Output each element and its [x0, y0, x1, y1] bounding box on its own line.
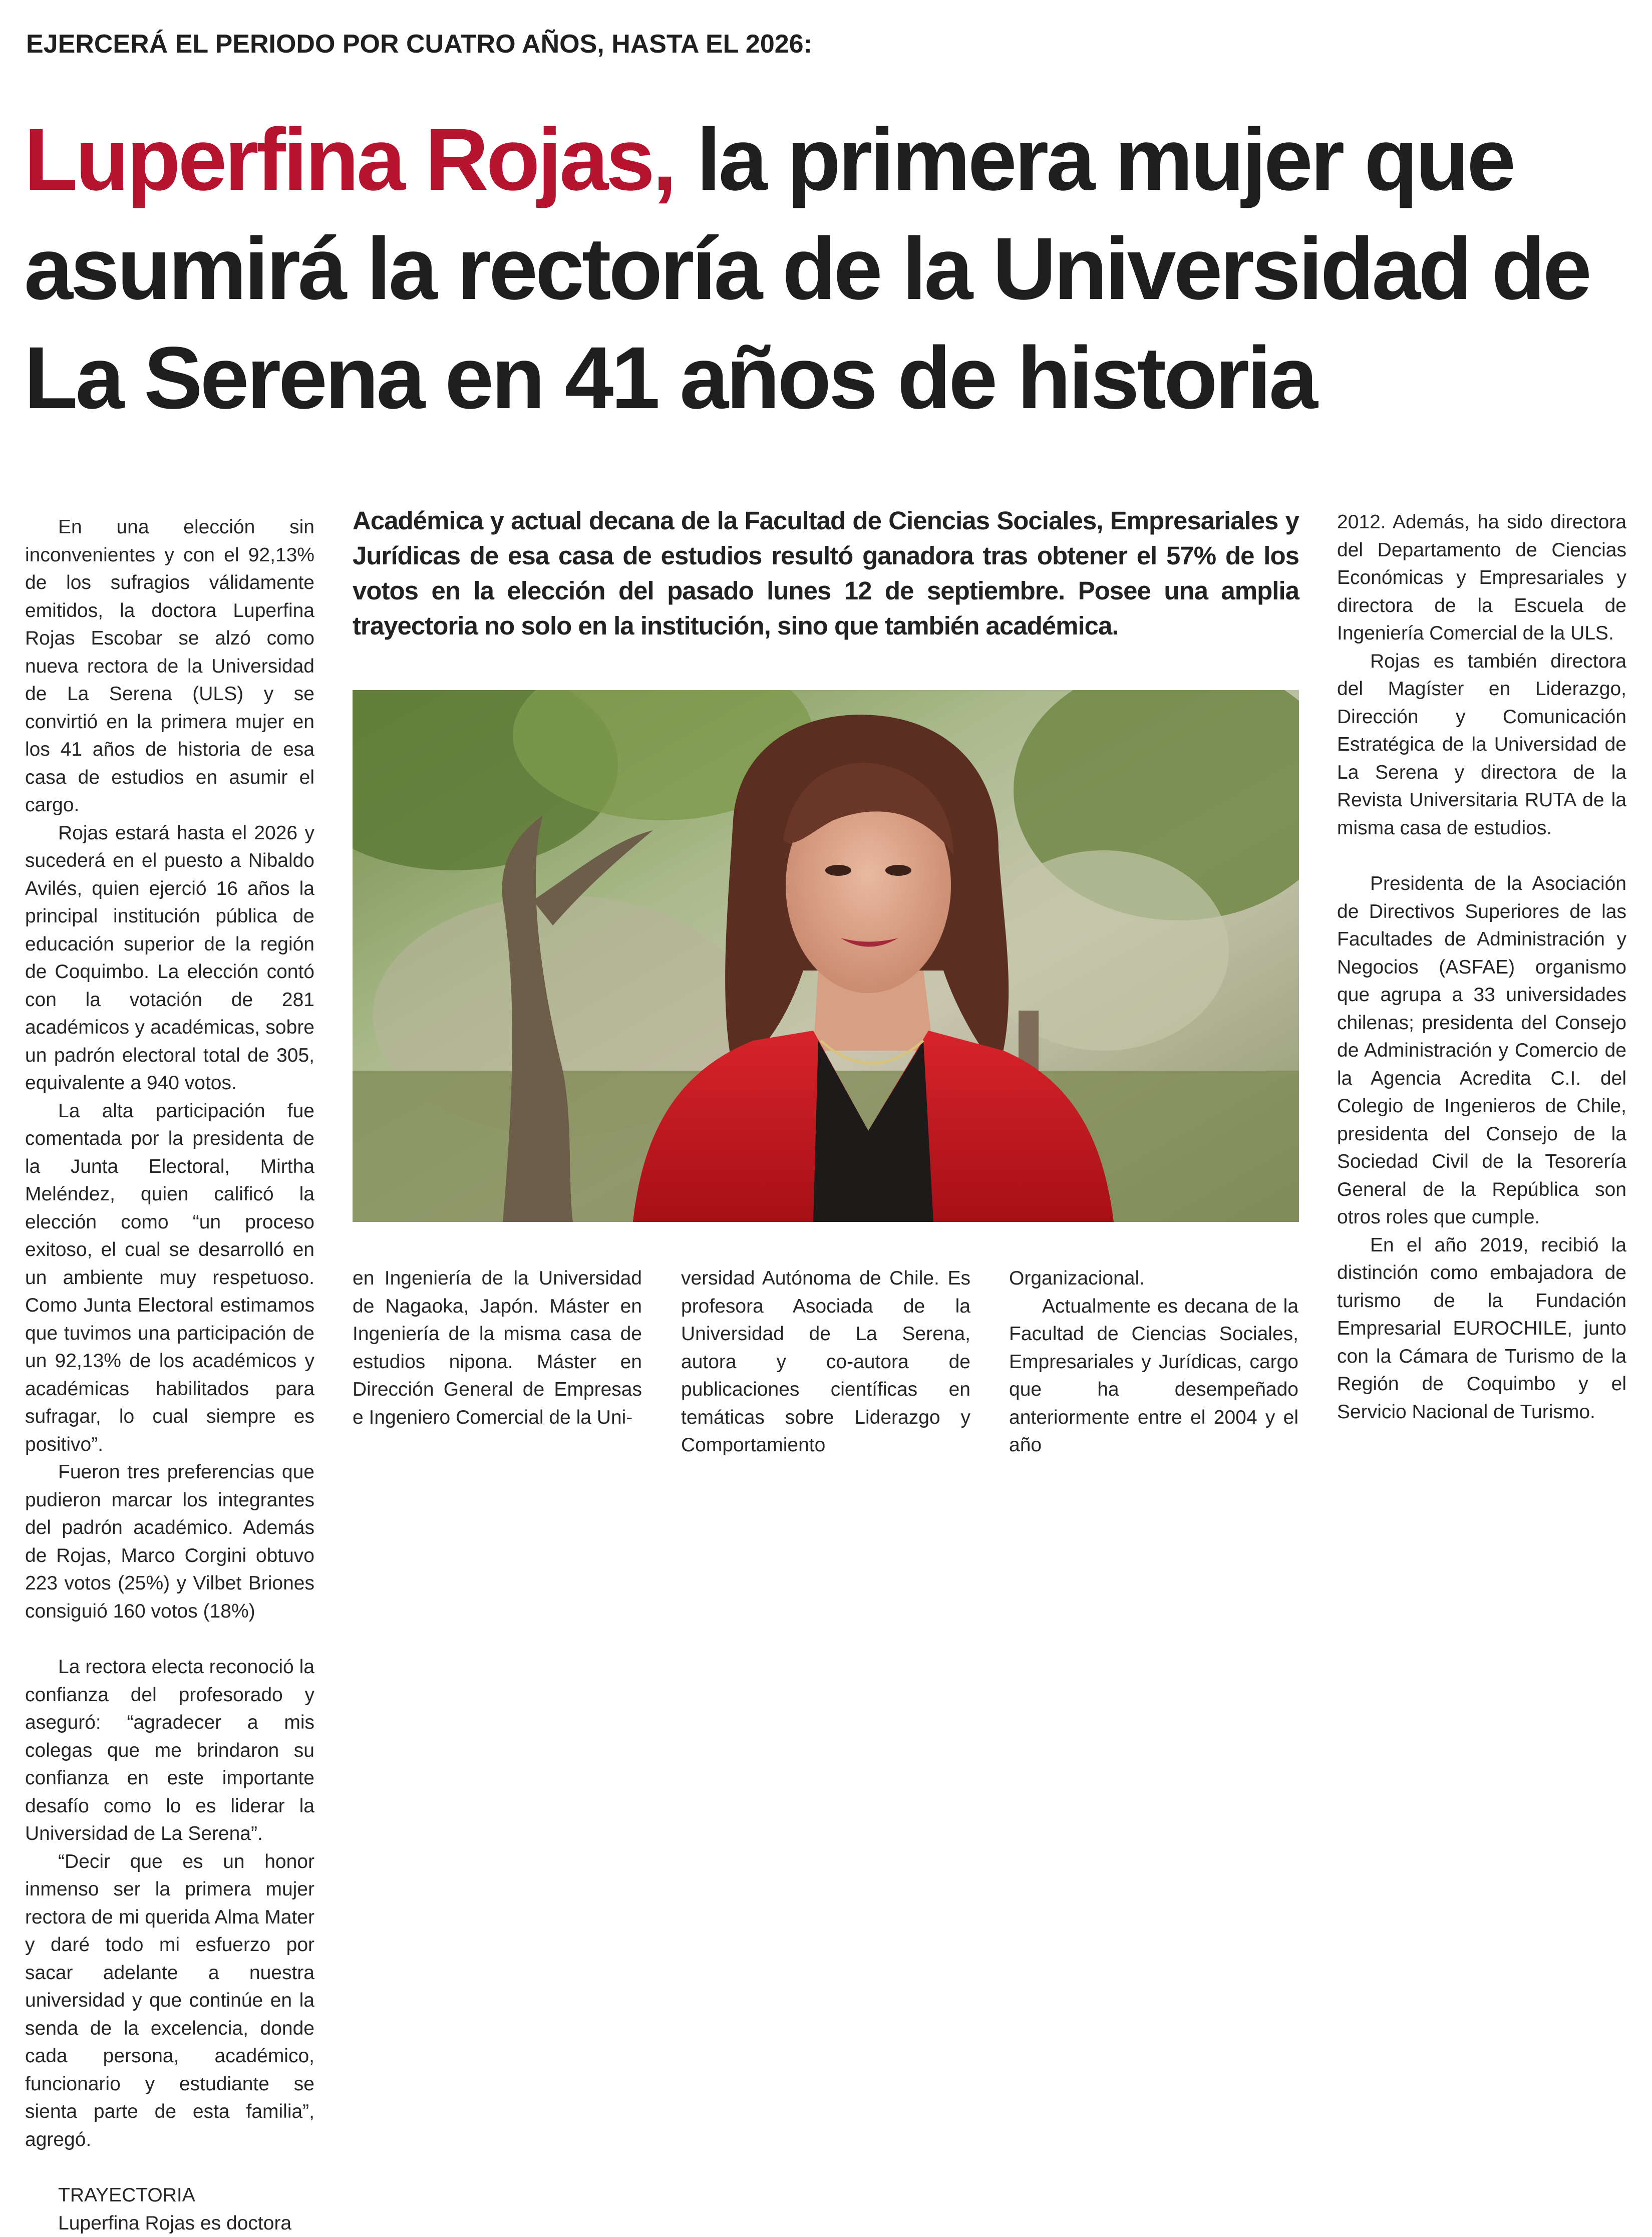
- column-5: [1337, 508, 1626, 1426]
- paragraph: “Decir que es un honor inmenso ser la primera mujer rectora de mi querida Alma Mater y daré todo mi esfuerzo por sacar adelante a nuestra universidad y que continúe en la senda de la excelencia, donde cada persona, académico, funcionario y estudiante se sienta parte de esta familia”, agregó.: [25, 1848, 314, 2154]
- paragraph: En una elección sin inconvenientes y con el 92,13% de los sufragios válidamente emitidos, la doctora Luperfina Rojas Escobar se alzó como nueva rectora de la Universidad de La Serena (ULS) y se convirtió en la primera mujer en los 41 años de historia de esa casa de estudios en asumir el cargo.: [25, 513, 314, 819]
- paragraph: Actualmente es decana de la Facultad de Ciencias Sociales, Empresariales y Jurídicas, cargo que ha desempeñado anteriormente entre el 2004 y el año: [1009, 1293, 1298, 1459]
- paragraph: La rectora electa reconoció la confianza del profesorado y aseguró: “agradecer a mis colegas que me brindaron su confianza en este importante desafío como lo es liderar la Universidad de La Serena”.: [25, 1653, 314, 1848]
- column-1: [25, 513, 314, 2237]
- headline: [24, 105, 1616, 433]
- headline-name: Luperfina Rojas,: [24, 111, 675, 209]
- paragraph: Luperfina Rojas es doctora: [25, 2209, 314, 2237]
- paragraph: 2012. Además, ha sido directora del Departamento de Ciencias Económicas y Empresariales y directora de la Escuela de Ingeniería Comercial de la ULS.: [1337, 508, 1626, 648]
- headline-rest: la primera mujer que asumirá la rectoría de la Universidad de La Serena en 41 años de historia: [24, 111, 1589, 427]
- subheading-trayectoria: TRAYECTORIA: [25, 2181, 314, 2209]
- paragraph: En el año 2019, recibió la distinción como embajadora de turismo de la Fundación Empresarial EUROCHILE, junto con la Cámara de Turismo de la Región de Coquimbo y el Servicio Nacional de Turismo.: [1337, 1231, 1626, 1426]
- paragraph: Organizacional.: [1009, 1264, 1298, 1293]
- lead-paragraph: Académica y actual decana de la Facultad de Ciencias Sociales, Empresariales y Jurídicas de esa casa de estudios resultó ganadora tras obtener el 57% de los votos en la elección del pasado lunes 12 de septiembre. Posee una amplia trayectoria no solo en la institución, sino que también académica.: [353, 503, 1299, 644]
- paragraph: Presidenta de la Asociación de Directivos Superiores de las Facultades de Administración y Negocios (ASFAE) organismo que agrupa a 33 universidades chilenas; presidenta del Consejo de Administración y Comercio de la Agencia Acredita C.I. del Colegio de Ingenieros de Chile, presidenta del Consejo de la Sociedad Civil de la Tesorería General de la República son otros roles que cumple.: [1337, 870, 1626, 1231]
- kicker: EJERCERÁ EL PERIODO POR CUATRO AÑOS, HASTA EL 2026:: [26, 29, 812, 59]
- column-2: [353, 1264, 642, 1431]
- paragraph: Rojas es también directora del Magíster en Liderazgo, Dirección y Comunicación Estratégica de la Universidad de La Serena y directora de la Revista Universitaria RUTA de la misma casa de estudios.: [1337, 648, 1626, 842]
- paragraph: versidad Autónoma de Chile. Es profesora Asociada de la Universidad de La Serena, autora y co-autora de publicaciones científicas en temáticas sobre Liderazgo y Comportamiento: [681, 1264, 970, 1459]
- paragraph: La alta participación fue comentada por la presidenta de la Junta Electoral, Mirtha Meléndez, quien calificó la elección como “un proceso exitoso, el cual se desarrolló en un ambiente muy respetuoso. Como Junta Electoral estimamos que tuvimos una participación de un 92,13% de los académicos y académicas habilitados para sufragar, lo cual siempre es positivo”.: [25, 1097, 314, 1459]
- column-4: [1009, 1264, 1298, 1459]
- paragraph: en Ingeniería de la Universidad de Nagaoka, Japón. Máster en Ingeniería de la misma casa de estudios nipona. Máster en Dirección General de Empresas e Ingeniero Comercial de la Uni-: [353, 1264, 642, 1431]
- portrait-photo: [353, 690, 1299, 1222]
- paragraph: Rojas estará hasta el 2026 y sucederá en el puesto a Nibaldo Avilés, quien ejerció 16 años la principal institución pública de educación superior de la región de Coquimbo. La elección contó con la votación de 281 académicos y académicas, sobre un padrón electoral total de 305, equivalente a 940 votos.: [25, 819, 314, 1097]
- column-3: [681, 1264, 970, 1459]
- paragraph: Fueron tres preferencias que pudieron marcar los integrantes del padrón académico. Además de Rojas, Marco Corgini obtuvo 223 votos (25%) y Vilbet Briones consiguió 160 votos (18%): [25, 1458, 314, 1625]
